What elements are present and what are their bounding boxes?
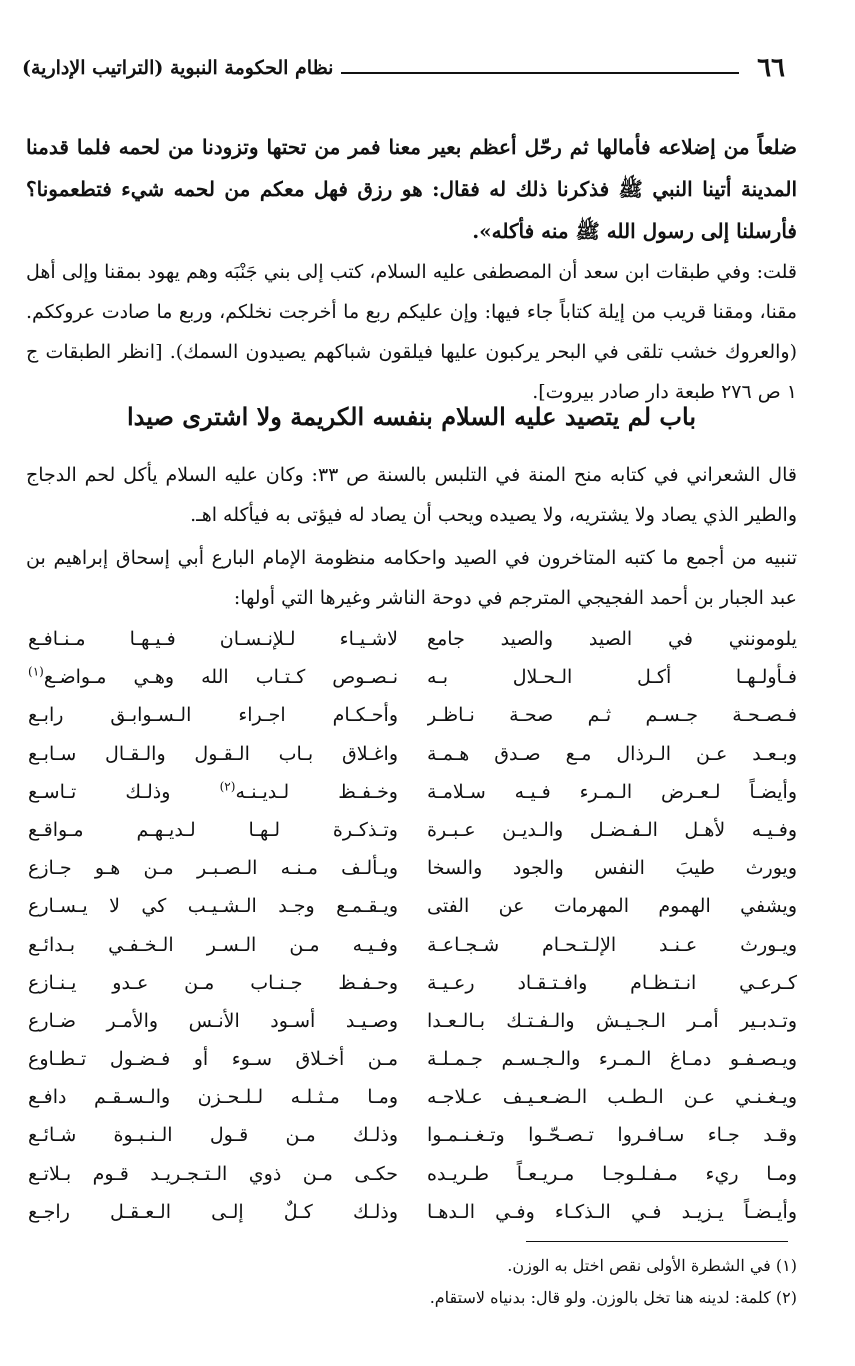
verse-first-half: وأيـضـاً يـزيـد فـي الـذكـاء وفـي الـدهـا bbox=[427, 1200, 797, 1223]
verse-first-half: ومـا ريء مـفـلـوجـا مـريـعـاً طـريـده bbox=[427, 1162, 797, 1185]
paragraph-tanbih bbox=[26, 538, 797, 618]
verse-second-half: وصـيـد أسـود الأنـس والأمـر ضـارع bbox=[28, 1009, 398, 1032]
verse-first-half: وتـدبـير أمـر الـجـيـش والـفـتـك بـالـعـدا bbox=[427, 1009, 797, 1032]
verse-second-half: حكـى مـن ذوي الـتـجـريـد قـوم بـلاتـع bbox=[28, 1162, 398, 1185]
verse-second-half: وحـفـظ جـنـاب مـن عـدو يـنـازع bbox=[28, 971, 398, 994]
poem bbox=[20, 620, 797, 1223]
hadith-quote bbox=[26, 126, 797, 252]
verse-second-half: ومـا مـثـلـه لـلـحـزن والـسـقـم دافـع bbox=[28, 1086, 398, 1109]
header-rule bbox=[341, 72, 739, 74]
verse-text: وخـفـظ لـديـنـه bbox=[235, 780, 398, 803]
verse-first-half: وفـيـه لأهـل الـفـضـل والـديـن عـبـرة bbox=[427, 818, 797, 841]
verse-first-half: ويورث طيبَ النفس والجود والسخا bbox=[427, 857, 797, 880]
page-number: ٦٦ bbox=[757, 53, 785, 83]
verse-second-half: وتـذكـرة لـهـا لـديـهـم مـواقـع bbox=[28, 818, 398, 841]
footnote-marker: (١) bbox=[28, 664, 44, 679]
paragraph-ibn-saad bbox=[26, 252, 797, 412]
verse-first-half: ويشفي الهموم المهرمات عن الفتى bbox=[427, 895, 797, 918]
verse-first-half: فـأولـهـا أكـل الـحـلال بـه bbox=[427, 666, 797, 689]
verse-second-half bbox=[28, 773, 398, 811]
footnote-divider bbox=[526, 1241, 788, 1242]
verse-second-half: ويـقـمـع وجـد الـشـيـب كي لا يـسـارع bbox=[28, 895, 398, 918]
verse-first-half: ويـصـفـو دمـاغ الـمـرء والـجـسـم جـمـلـة bbox=[427, 1048, 797, 1071]
verse-first-half: يلومونني في الصيد والصيد جامع bbox=[427, 628, 797, 650]
paragraph-sharani bbox=[26, 455, 797, 535]
verse-first-half: فـصـحـة جـسـم ثـم صحـة نـاظـر bbox=[427, 704, 797, 727]
paragraph-text: قال الشعراني في كتابه منح المنة في التلبس بالسنة ص ٣٣: وكان عليه السلام يأكل لحم الدجاج والطير الذي يصاد ولا يشتريه، ولا يصيده ويحب أن يصاد له فيؤتى به فيأكله اهـ. bbox=[26, 464, 797, 526]
verse-text-tail: وذلـك تـاسـع bbox=[28, 780, 220, 803]
quote-text: ضلعاً من إضلاعه فأمالها ثم رحّل أعظم بعير معنا فمر من تحتها وتزودنا من لحمه فلما قدمنا المدينة أتينا النبي ﷺ فذكرنا ذلك له فقال: هو رزق فهل معكم من لحمه شيء فتطعمونا؟ فأرسلنا إلى رسول الله ﷺ منه فأكله». bbox=[26, 135, 797, 243]
verse-second-half: وذلـك مـن قـول الـنـبـوة شـائـع bbox=[28, 1124, 398, 1147]
page-header bbox=[22, 48, 785, 88]
verse-second-half: وفـيـه مـن الـسـر الـخـفـي بـدائـع bbox=[28, 933, 398, 956]
poem-first-hemistichs bbox=[427, 620, 797, 1231]
verse-first-half: وأيضـاً لـعـرض الـمـرء فـيـه سـلامـة bbox=[427, 780, 797, 803]
section-heading: باب لم يتصيد عليه السلام بنفسه الكريمة ولا اشترى صيدا bbox=[126, 402, 697, 431]
running-title: نظام الحكومة النبوية (التراتيب الإدارية) bbox=[22, 57, 334, 79]
verse-second-half: مـن أخـلاق سـوء أو فـضـول تـطـاوع bbox=[28, 1048, 398, 1071]
verse-first-half: كـرعـي انـتـظـام وافـتـقـاد رعـيـة bbox=[427, 971, 797, 994]
footnote-marker: (٢) bbox=[219, 779, 236, 794]
verse-second-half: وأحـكـام اجـراء الـسـوابـق رابـع bbox=[28, 704, 398, 727]
verse-second-half: وذلـك كـلٌ إلـى الـعـقـل راجـع bbox=[28, 1200, 398, 1223]
footnote-2: (٢) كلمة: لدينه هنا تخل بالوزن. ولو قال: بدنياه لاستقام. bbox=[429, 1288, 797, 1307]
verse-first-half: ويـورث عـنـد الإلـتـحـام شـجـاعـة bbox=[427, 933, 797, 956]
verse-first-half: وقـد جـاء سـافـروا تـصـحّـوا وتـغـنـمـوا bbox=[427, 1124, 797, 1147]
poem-second-hemistichs bbox=[28, 620, 398, 1231]
footnotes bbox=[26, 1250, 797, 1314]
verse-first-half: ويـغـنـي عـن الـطـب الـضـعـيـف عـلاجـه bbox=[427, 1086, 797, 1109]
verse-second-half bbox=[28, 658, 398, 696]
verse-second-half: ويـألـف مـنـه الـصـبـر مـن هـو جـازع bbox=[28, 857, 398, 880]
verse-first-half: وبـعـد عـن الـرذال مـع صـدق هـمـة bbox=[427, 742, 797, 765]
verse-second-half: لاشـيـاء لـلإنـسـان فـيـهـا مـنـافـع bbox=[28, 628, 398, 650]
paragraph-text: تنبيه من أجمع ما كتبه المتاخرون في الصيد واحكامه منظومة الإمام البارع أبي إسحاق إبراهيم بن عبد الجبار بن أحمد الفجيجي المترجم في دوحة الناشر وغيرها التي أولها: bbox=[26, 547, 797, 609]
footnote-1: (١) في الشطرة الأولى نقص اختل به الوزن. bbox=[507, 1256, 797, 1275]
verse-second-half: واغـلاق بـاب الـقـول والـقـال سـابـع bbox=[28, 742, 398, 765]
paragraph-text: قلت: وفي طبقات ابن سعد أن المصطفى عليه السلام، كتب إلى بني جَنْبَه وهم يهود بمقنا وإلى أهل مقنا، ومقنا قريب من إيلة كتاباً جاء فيها: وإن عليكم ربع ما أخرجت نخلكم، وربع ما صادت عروككم. (والعروك خشب تلقى في البحر يركبون عليها فيلقون شباكهم يصيدون السمك). [انظر الطبقات ج ١ ص ٢٧٦ طبعة دار صادر بيروت]. bbox=[26, 261, 797, 403]
verse-text: نـصـوص كـتـاب الله وهـي مـواضـع bbox=[43, 666, 398, 689]
